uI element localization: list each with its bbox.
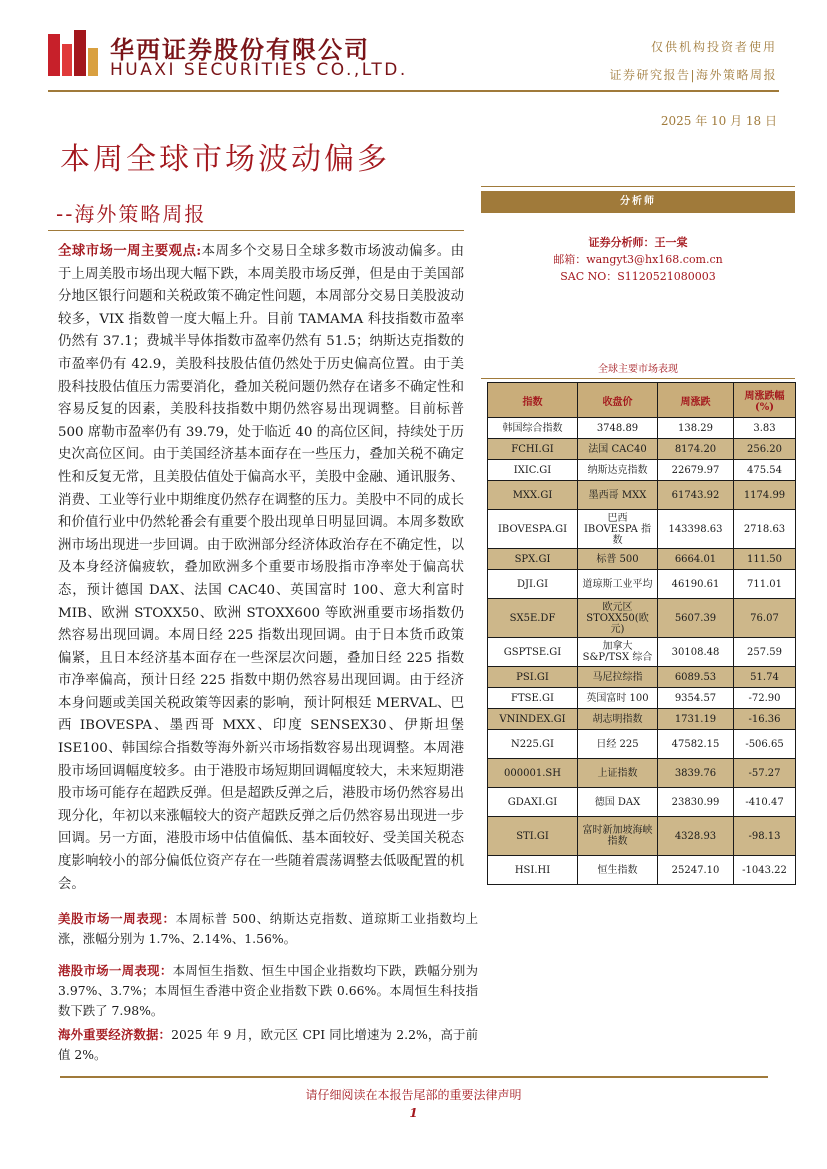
col-header-change: 周涨跌 <box>658 383 734 418</box>
company-name-cn: 华西证券股份有限公司 <box>110 36 370 64</box>
subtitle-divider <box>48 230 464 231</box>
market-table-title: 全球主要市场表现 <box>598 364 678 375</box>
table-row <box>488 667 796 688</box>
table-row <box>488 599 796 638</box>
cell-change: 2718.63 <box>734 510 796 549</box>
cell-name: 恒生指数 <box>578 856 658 885</box>
table-row <box>488 688 796 709</box>
footer-divider <box>60 1076 768 1078</box>
table-row <box>488 788 796 817</box>
table-row <box>488 549 796 570</box>
cell-name: 日经 225 <box>578 730 658 759</box>
hk-market-text: 本周恒生指数、恒生中国企业指数均下跌，跌幅分别为 3.97%、3.7%；本周恒生香港中资企业指数下跌 0.66%。本周恒生科技指数下跌了 7.98%。 <box>58 963 479 1018</box>
cell-index: 韩国综合指数 <box>488 418 578 439</box>
audience-label: 仅供机构投资者使用 <box>650 40 777 54</box>
cell-name: 道琼斯工业平均 <box>578 570 658 599</box>
table-row <box>488 481 796 510</box>
cell-price: 9354.57 <box>658 688 734 709</box>
hk-market-summary <box>58 961 478 1021</box>
cell-change: 51.74 <box>734 667 796 688</box>
cell-change: -506.65 <box>734 730 796 759</box>
report-subtitle: --海外策略周报 <box>56 202 207 226</box>
table-row <box>488 759 796 788</box>
cell-price: 6664.01 <box>658 549 734 570</box>
table-header-row <box>488 383 796 418</box>
cell-name: 标普 500 <box>578 549 658 570</box>
cell-code: GDAXI.GI <box>488 788 578 817</box>
cell-code: 000001.SH <box>488 759 578 788</box>
table-row <box>488 570 796 599</box>
cell-change: 111.50 <box>734 549 796 570</box>
cell-price: 6089.53 <box>658 667 734 688</box>
legal-notice: 请仔细阅读在本报告尾部的重要法律声明 <box>305 1088 522 1102</box>
global-market-text: 本周多个交易日全球多数市场波动偏多。由于上周美股市场出现大幅下跌，本周美股市场反弹，但是由于美国部分地区银行问题和关税政策不确定性问题，本周部分交易日美股波动较多，VIX 指数曾一度大幅上升。目前 TAMAMA 科技指数市盈率仍然有 37.1；费城半导体指数市盈率仍然有 51.5；纳斯达克指数的市盈率仍有 42.9，美股科技股估值仍然处于历史偏高位置。由于美股科技股估值压力需要消化，叠加关税问题仍然存在诸多不确定性和容易反复的因素，美股科技指数中期仍然容易出现调整。目前标普 500 席勒市盈率仍有 39.79，处于临近 40 的高位区间，持续处于历史次高位区间。由于美国经济基本面存在一些压力，叠加关税不确定性和反复无常，且美股估值处于偏高水平，美股中金融、通讯服务、消费、工业等行业中期维度仍然存在调整的压力。美股中不同的成长和价值行业中仍然轮番会有重要个股出现单日明显回调。本周多数欧洲市场出现进一步回调。由于欧洲部分经济体政治存在不确定性，以及本身经济偏疲软，叠加欧洲多个重要市场股指市净率处于偏高状态，预计德国 DAX、法国 CAC40、英国富时 100、意大利富时 MIB、欧洲 STOXX50、欧洲 STOXX600 等欧洲重要市场指数仍然容易出现回调。本周日经 225 指数出现回调。由于日本货币政策偏紧，且日本经济基本面存在一些深层次问题，叠加日经 225 指数市净率偏高，预计日经 225 指数中期仍然容易出现回调。由于经济本身问题或美国关税政策等因素的影响，预计阿根廷 MERVAL、巴西 IBOVESPA、墨西哥 MXX、印度 SENSEX30、伊斯坦堡 ISE100、韩国综合指数等海外新兴市场指数容易出现调整。本周港股市场回调幅度较多。由于港股市场短期回调幅度较大，未来短期港股市场可能存在超跌反弹。但是超跌反弹之后，港股市场仍然容易出现分化，年初以来涨幅较大的资产超跌反弹之后仍然容易出现进一步回调。另一方面，港股市场中估值偏低、基本面较好、受美国关税态度影响较小的部分偏低位资产存在一些随着震荡调整去低吸配置的机会。 <box>58 244 464 892</box>
cell-price: 4328.93 <box>658 817 734 856</box>
cell-name: 巴西 IBOVESPA 指数 <box>578 510 658 549</box>
cell-price: 143398.63 <box>658 510 734 549</box>
analyst-section-header: 分析师 <box>481 191 795 213</box>
cell-name: 英国富时 100 <box>578 688 658 709</box>
cell-code: DJI.GI <box>488 570 578 599</box>
cell-change: -98.13 <box>734 817 796 856</box>
page-number: 1 <box>409 1106 418 1120</box>
cell-pct: 3.83 <box>734 418 796 439</box>
table-row <box>488 638 796 667</box>
cell-code: MXX.GI <box>488 481 578 510</box>
cell-change: 1174.99 <box>734 481 796 510</box>
report-type-label: 证券研究报告|海外策略周报 <box>609 68 777 82</box>
cell-code: VNINDEX.GI <box>488 709 578 730</box>
cell-name: 马尼拉综指 <box>578 667 658 688</box>
table-row <box>488 439 796 460</box>
cell-change: -57.27 <box>734 759 796 788</box>
cell-code: IBOVESPA.GI <box>488 510 578 549</box>
cell-price: 23830.99 <box>658 788 734 817</box>
cell-code: FCHI.GI <box>488 439 578 460</box>
report-date: 2025 年 10 月 18 日 <box>660 114 777 128</box>
table-row <box>488 709 796 730</box>
hk-market-lead: 港股市场一周表现： <box>58 963 173 978</box>
cell-change: 256.20 <box>734 439 796 460</box>
table-row <box>488 817 796 856</box>
cell-code: N225.GI <box>488 730 578 759</box>
table-row <box>488 460 796 481</box>
col-header-index: 指数 <box>488 383 578 418</box>
cell-change: 76.07 <box>734 599 796 638</box>
cell-price: 30108.48 <box>658 638 734 667</box>
economic-data-lead: 海外重要经济数据： <box>58 1027 172 1042</box>
us-market-lead: 美股市场一周表现： <box>58 911 176 926</box>
cell-name: 上证指数 <box>578 759 658 788</box>
cell-name: 法国 CAC40 <box>578 439 658 460</box>
cell-change: -410.47 <box>734 788 796 817</box>
cell-price: 61743.92 <box>658 481 734 510</box>
cell-price: 46190.61 <box>658 570 734 599</box>
cell-name: 富时新加坡海峡指数 <box>578 817 658 856</box>
huaxi-logo-icon <box>48 30 98 78</box>
cell-price: 25247.10 <box>658 856 734 885</box>
cell-change: 138.29 <box>658 418 734 439</box>
economic-data-summary <box>58 1025 478 1065</box>
cell-change: 257.59 <box>734 638 796 667</box>
cell-change: -1043.22 <box>734 856 796 885</box>
analyst-divider <box>481 186 795 187</box>
cell-code: HSI.HI <box>488 856 578 885</box>
cell-name: 纳斯达克指数 <box>578 460 658 481</box>
cell-price: 3748.89 <box>578 418 658 439</box>
table-row <box>488 730 796 759</box>
us-market-summary <box>58 909 478 949</box>
table-row <box>488 510 796 549</box>
table-row <box>488 418 796 439</box>
report-title: 本周全球市场波动偏多 <box>60 142 390 177</box>
economic-data-text: 2025 年 9 月，欧元区 CPI 同比增速为 2.2%，高于前值 2%。 <box>58 1027 479 1062</box>
cell-name: 德国 DAX <box>578 788 658 817</box>
cell-price: 22679.97 <box>658 460 734 481</box>
cell-price: 5607.39 <box>658 599 734 638</box>
analyst-name: 证券分析师：王一棠 <box>588 236 688 249</box>
us-market-text: 本周标普 500、纳斯达克指数、道琼斯工业指数均上涨，涨幅分别为 1.7%、2.14%、1.56%。 <box>58 911 479 946</box>
cell-name: 墨西哥 MXX <box>578 481 658 510</box>
cell-code: FTSE.GI <box>488 688 578 709</box>
cell-change: -72.90 <box>734 688 796 709</box>
cell-price: 8174.20 <box>658 439 734 460</box>
cell-code: GSPTSE.GI <box>488 638 578 667</box>
cell-name: 胡志明指数 <box>578 709 658 730</box>
col-header-pct: 周涨跌幅(%) <box>734 383 796 418</box>
analyst-email[interactable]: 邮箱：wangyt3@hx168.com.cn <box>553 253 723 266</box>
cell-change: 475.54 <box>734 460 796 481</box>
cell-price: 3839.76 <box>658 759 734 788</box>
company-name-en: HUAXI SECURITIES CO.,LTD. <box>110 60 408 80</box>
cell-price: 1731.19 <box>658 709 734 730</box>
market-table-divider <box>481 378 795 379</box>
cell-code: SPX.GI <box>488 549 578 570</box>
table-row <box>488 856 796 885</box>
header-divider <box>48 90 779 92</box>
col-header-close: 收盘价 <box>578 383 658 418</box>
cell-code: STI.GI <box>488 817 578 856</box>
cell-name: 欧元区 STOXX50(欧元) <box>578 599 658 638</box>
cell-code: IXIC.GI <box>488 460 578 481</box>
global-market-summary <box>58 240 464 896</box>
cell-code: SX5E.DF <box>488 599 578 638</box>
cell-price: 47582.15 <box>658 730 734 759</box>
analyst-sac-number: SAC NO：S1120521080003 <box>560 270 716 283</box>
cell-change: -16.36 <box>734 709 796 730</box>
cell-change: 711.01 <box>734 570 796 599</box>
global-market-lead: 全球市场一周主要观点: <box>58 243 202 259</box>
market-table <box>487 382 796 885</box>
cell-name: 加拿大 S&P/TSX 综合 <box>578 638 658 667</box>
cell-code: PSI.GI <box>488 667 578 688</box>
